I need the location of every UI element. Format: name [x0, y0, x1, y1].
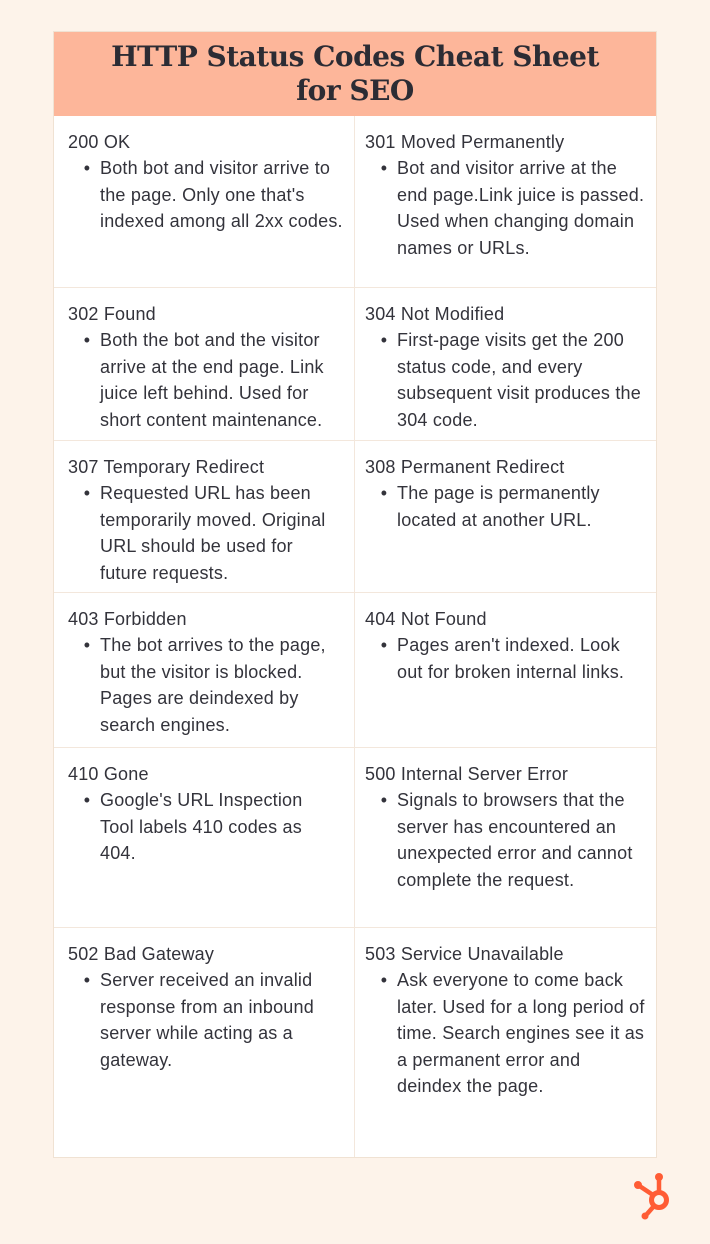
- title-line-1: HTTP Status Codes Cheat Sheet: [111, 40, 599, 73]
- cheat-sheet: [53, 31, 657, 1158]
- status-description: [365, 327, 646, 433]
- status-description: [68, 787, 344, 867]
- status-code: 404 Not Found: [365, 609, 487, 629]
- status-code: 403 Forbidden: [68, 609, 187, 629]
- status-cell-308: [355, 441, 656, 593]
- status-code: 304 Not Modified: [365, 304, 505, 324]
- status-description: [365, 967, 646, 1100]
- description-text: Server received an invalid response from an inbound server while acting as a gateway.: [100, 970, 314, 1070]
- status-description: [68, 632, 344, 738]
- status-code: 200 OK: [68, 132, 131, 152]
- status-cell-500: [355, 748, 656, 928]
- description-text: The page is permanently located at another URL.: [397, 483, 600, 530]
- bullet-icon: •: [380, 330, 387, 350]
- bullet-icon: •: [83, 158, 90, 178]
- bullet-icon: •: [380, 635, 387, 655]
- status-code: 503 Service Unavailable: [365, 944, 564, 964]
- status-description: [365, 632, 646, 685]
- status-cell-404: [355, 593, 656, 748]
- status-cell-302: [54, 288, 355, 441]
- bullet-icon: •: [83, 483, 90, 503]
- description-text: First-page visits get the 200 status code, and every subsequent visit produces the 304 code.: [397, 330, 641, 430]
- status-cell-301: [355, 116, 656, 288]
- status-code: 301 Moved Permanently: [365, 132, 565, 152]
- bullet-icon: •: [83, 330, 90, 350]
- status-code: 502 Bad Gateway: [68, 944, 215, 964]
- status-description: [365, 155, 646, 261]
- title-line-2: for SEO: [296, 74, 414, 107]
- description-text: Both bot and visitor arrive to the page. Only one that's indexed among all 2xx codes.: [100, 158, 343, 231]
- status-code: 308 Permanent Redirect: [365, 457, 565, 477]
- page-title: [111, 40, 599, 108]
- hubspot-sprocket-icon: [629, 1167, 685, 1223]
- bullet-icon: •: [380, 158, 387, 178]
- description-text: Both the bot and the visitor arrive at the end page. Link juice left behind. Used for short content maintenance.: [100, 330, 324, 430]
- status-cell-307: [54, 441, 355, 593]
- status-code: 302 Found: [68, 304, 156, 324]
- bullet-icon: •: [83, 790, 90, 810]
- status-cell-503: [355, 928, 656, 1157]
- description-text: Ask everyone to come back later. Used for a long period of time. Search engines see it as a permanent error and deindex the page.: [397, 970, 645, 1096]
- status-code: 307 Temporary Redirect: [68, 457, 265, 477]
- status-description: [68, 967, 344, 1073]
- status-cell-502: [54, 928, 355, 1157]
- status-code: 500 Internal Server Error: [365, 764, 569, 784]
- status-cell-403: [54, 593, 355, 748]
- description-text: Signals to browsers that the server has encountered an unexpected error and cannot complete the request.: [397, 790, 633, 890]
- status-description: [365, 787, 646, 893]
- status-description: [68, 480, 344, 586]
- status-cell-200: [54, 116, 355, 288]
- status-description: [68, 155, 344, 235]
- bullet-icon: •: [83, 970, 90, 990]
- bullet-icon: •: [380, 970, 387, 990]
- status-description: [365, 480, 646, 533]
- header-banner: [54, 32, 656, 116]
- description-text: Bot and visitor arrive at the end page.Link juice is passed. Used when changing domain names or URLs.: [397, 158, 645, 258]
- bullet-icon: •: [83, 635, 90, 655]
- status-cell-304: [355, 288, 656, 441]
- status-codes-grid: [54, 116, 656, 1157]
- description-text: Google's URL Inspection Tool labels 410 codes as 404.: [100, 790, 303, 863]
- bullet-icon: •: [380, 483, 387, 503]
- status-cell-410: [54, 748, 355, 928]
- description-text: The bot arrives to the page, but the visitor is blocked. Pages are deindexed by search engines.: [100, 635, 326, 735]
- description-text: Requested URL has been temporarily moved. Original URL should be used for future requests.: [100, 483, 326, 583]
- bullet-icon: •: [380, 790, 387, 810]
- status-description: [68, 327, 344, 433]
- status-code: 410 Gone: [68, 764, 149, 784]
- description-text: Pages aren't indexed. Look out for broken internal links.: [397, 635, 625, 682]
